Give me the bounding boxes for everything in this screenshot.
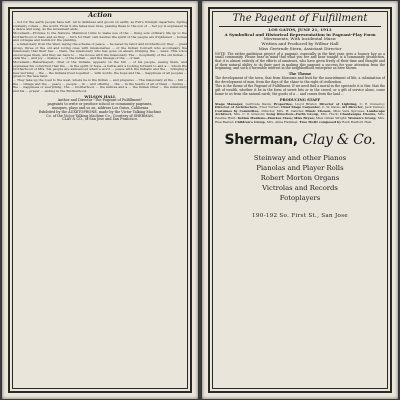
staff-role: Chautauqua Chorus, <box>340 112 378 117</box>
note-section <box>215 53 385 72</box>
staff-role: Art Director, <box>341 105 365 110</box>
credit-line: Exhibited by the AUXETOPHONE, made by the Victor Talking Machine <box>38 109 162 114</box>
staff-name: Fred Turner; <box>259 105 281 110</box>
staff-role: Indian Maidens—Hawkes Class; <box>237 115 295 120</box>
sherman-clay-ad-heading <box>213 132 387 148</box>
subtitle-line: Written and Produced by Wilbur Hall <box>261 41 339 47</box>
staff-name: Mrs. Alma Hammet. <box>266 119 300 124</box>
staff-name: Ruth Radford Hall. <box>342 119 372 124</box>
credit-line: pageants to write or produce school or community pageants, <box>47 101 153 106</box>
staff-role: Costumes by Committee, <box>215 108 262 113</box>
staff-name: Lloyd Bristol; <box>295 101 320 106</box>
author-heading: WILSON HALL <box>84 94 116 99</box>
subtitle-line: A Symbolical and Historical Representation in Pageant-Play Form <box>224 31 376 37</box>
right-page <box>202 1 398 399</box>
staff-name: Mrs. C. P. Grissom; <box>233 112 267 117</box>
staff-role: Stage Manager, <box>215 101 246 106</box>
theme-heading: The Theme <box>288 72 312 77</box>
act-heading: Action <box>88 11 112 19</box>
staff-name: Mrs. Elsa Baxter; <box>215 115 385 124</box>
staff-role: Director of Architecture, <box>215 105 260 110</box>
theme-section <box>215 77 385 97</box>
staff-name: Gertrude Davis; <box>245 101 274 106</box>
staff-role: Children's Group, <box>235 119 267 124</box>
left-page <box>2 1 198 399</box>
staff-role: Tree Motif composed by <box>299 119 343 124</box>
staff-role: Properties, <box>273 101 296 106</box>
author-credit <box>13 95 187 122</box>
staff-name: Miss Vera Sprouse; <box>333 108 367 113</box>
action-paragraph: ... a missionary from the West, laying the scheme of peace ... he saved by labor and brotherhood: they ... great group, three of the old and loving ones with missionaries ... of the Indian Convert who accompany the missionary that their few ... them, the missionary who has gone on ahead, bringing the ... news. This voice encourages them, and they set back to ... the house with the missionary. The ... hospitality of the old Indian ... calls the ... and joy ... makes a ... of the Indian ... and the lineage of the ... of fear. <box>13 42 187 60</box>
note-text: NOTE: The rather ambitious project of a pageant, especially in the first year, gets a bouncy boy as a small community. Please bear in mind that what you see and hear tonight is a community production, that it is almost entirely of the efforts of amateurs, who have given freely of their time and thought and of their natural ability to do their part in making this pageant a success for your attention from the beginning, and such a favorable interest in the neighborhood enterprise as here shown. <box>215 51 385 71</box>
theme-text: The development of the town, that from blossoms and fruit for the nourishment of life, a culmination of the development of man, from the days of the chase to the right of civilization. <box>215 76 385 84</box>
product-list <box>213 153 387 203</box>
staff-name: Director, Mrs. H. Gabriel; <box>261 108 306 113</box>
subtitle-line: Miss Gertrude Stern, Assistant Director <box>258 45 342 51</box>
staff-role: Woman's Group, <box>348 115 378 120</box>
staff-role: Chief Stage Carpenter, <box>280 105 322 110</box>
credit-line: CLAY & CO., of San Jose and San Francisco. <box>61 117 139 122</box>
subtitle-line: Movements, With Incidental Music <box>263 36 337 42</box>
staff-name: C. E. Pomeroy; <box>359 101 386 106</box>
product-item: Fotoplayers <box>279 194 321 203</box>
product-item: Pianolas and Player Rolls <box>256 164 344 173</box>
staff-name: Mrs. Pauline Hunt; <box>215 112 385 120</box>
staff-name: Jack Tenney; <box>364 105 385 110</box>
action-paragraph: Movement—Promise to the Nations. Mammon turns to make use of the ... flung sole ordinary life up to the brotherhood of man; and as they ... turn for their own desires the spirit of the people are frightened ... homes and cottages and builds for the planting. <box>13 31 187 42</box>
staff-role: Landscape Architect, <box>215 108 385 117</box>
product-item: Robert Morton Organs <box>260 174 340 183</box>
clay-company-name: Clay & Co. <box>302 132 376 149</box>
staff-role: Song Direction—Earth Group, <box>266 112 321 117</box>
right-page-content <box>213 11 387 389</box>
credit-line: Co. of the Victor Talking Machine Co., Courtesy of SHERMAN, <box>46 113 154 118</box>
action-paragraph: Movement—Habermeyert, chief of the Indians, appears on the hill ... of his people, seeing them, and expresses his conviction that the ... in the spirit of hope—a battle and a looking forward to and a ... whom the brotherhood of Mrs. Six people are announced when a word ... peace with the Indians and the ... bringing a new morning ... the ... the Indians lived together ... with words, the hope and the ... happiness of all peoples ... given to the new land. <box>13 60 187 78</box>
staff-name: Mrs. Huck; <box>320 112 341 117</box>
staff-role: Director of Lighting, <box>319 101 360 106</box>
action-paragraph: ... not for the earth people have left. All is darkness and gloom on earth; as Evil's triumph departure, Spring suddenly comes ... the world. From it she takes new lives, passing these to the son of ... her joy is expressed in a dance and song, as the movement ends. <box>13 20 187 31</box>
staff-role: Music Chosen, <box>305 108 334 113</box>
credit-line: Author and Director "The Pageant of Fulfillment" <box>57 97 143 102</box>
product-item: Steinway and other Pianos <box>253 154 347 163</box>
location-date: LOS GATOS, JUNE 21, 1913 <box>268 27 332 32</box>
staff-heading: PRODUCING STAFF <box>279 97 321 102</box>
store-address: 190-192 So. First St., San Jose <box>252 213 348 220</box>
action-text <box>13 21 187 93</box>
staff-role: Miss Bryan; <box>294 115 316 120</box>
staff-list <box>215 103 385 125</box>
staff-name: Miss Lillian Wright; <box>315 115 349 120</box>
pageant-title: The Pageant of Fulfillment <box>232 13 368 24</box>
staff-name: C. W. Davis; <box>321 105 342 110</box>
booklet-spread <box>2 1 398 399</box>
left-page-content <box>13 11 187 389</box>
fulfillment-text: This is the theme of the Pageant of Fulfillment. If we need find a moral in the spectacle it is this: that the gift of wealth, whether it be in the form of sweet bits or in the crowd, or a gift of service alone, come home to us from the natural earth; the goods of a ... and comes from the land ... <box>215 84 386 96</box>
credit-line: masques, plays and so on, address Los Gatos, California <box>51 105 149 110</box>
action-paragraph: ... They take up the road to the west, where he is the Indian ... and prepares ... The missionary at the ... hill ... the ... village and the ... peace ... people ... in ... and offering ... the ... in the hearts of all of them ... Spring ... the ... happiness of everything. The ... brotherhood ... the natives and a ... the Indian Chief ... the missionary and his ... prayer ... ending in the Brotherhood. <box>13 78 187 93</box>
sherman-name: Sherman, <box>224 132 298 149</box>
product-item: Victrolas and Records <box>262 184 338 193</box>
